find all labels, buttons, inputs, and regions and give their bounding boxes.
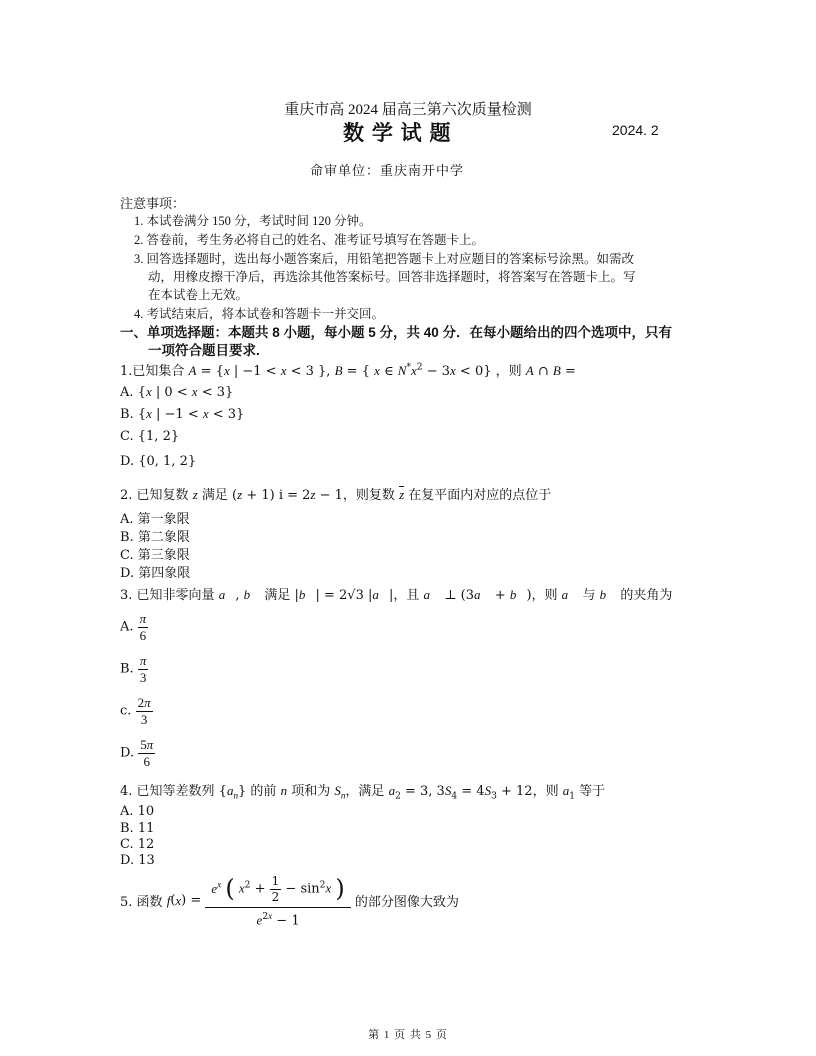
question-3: 3. 已知非零向量 a⃗, b⃗ 满足 |b⃗| = 2√3 |a⃗|，且 a⃗ ⊥ (3a⃗ + b⃗)，则 a⃗ 与 b⃗ 的夹角为 (120, 587, 673, 603)
option-d: D. 第四象限 (120, 566, 191, 581)
exam-title: 重庆市高 2024 届高三第六次质量检测 (284, 102, 532, 118)
page-footer: 第 1 页 共 5 页 (368, 1029, 448, 1041)
notice-item: 2. 答卷前，考生务必将自己的姓名、准考证号填写在答题卡上。 (134, 233, 485, 247)
setter-unit: 命审单位：重庆南开中学 (310, 163, 465, 178)
notice-item: 3. 回答选择题时，选出每小题答案后，用铅笔把答题卡上对应题目的答案标号涂黑。如需改 (134, 252, 635, 266)
question-1: 1.已知集合 A = {x | −1 < x < 3 }, B = { x ∈ $N^*x^2 - 3x < 0$} ，则 A ∩ B = (120, 362, 576, 379)
notice-item: 1. 本试卷满分 150 分，考试时间 120 分钟。 (134, 214, 372, 228)
option-a: A. {x | 0 < x < 3} (120, 384, 234, 400)
option-c: C. {1, 2} (120, 429, 180, 444)
option-b: B. 第二象限 (120, 530, 190, 545)
option-a: A. 10 (120, 804, 155, 819)
option-d: D. 13 (120, 853, 155, 868)
option-b: B. {x | −1 < x < 3} (120, 406, 245, 422)
option-b: B. 11 (120, 821, 155, 836)
option-a: A. $\frac{\pi}{6}$ (120, 611, 147, 643)
section-heading: 一、单项选择题：本题共 8 小题，每小题 5 分，共 40 分．在每小题给出的四个选项中，只有 (120, 325, 673, 340)
section-heading-cont: 一项符合题目要求. (148, 343, 260, 358)
notice-item: 4. 考试结束后，将本试卷和答题卡一并交回。 (134, 307, 385, 321)
option-a: A. 第一象限 (120, 512, 190, 527)
notice-item: 动，用橡皮擦干净后，再选涂其他答案标号。回答非选择题时，将答案写在答题卡上。写 (148, 270, 636, 284)
option-c: C. 12 (120, 837, 155, 852)
option-d: D. {0, 1, 2} (120, 454, 197, 469)
option-c: c. $\frac{2\pi}{3}$ (120, 695, 151, 727)
question-2: 2. 已知复数 z 满足 (z + 1) i = 2z − 1，则复数 $\overline{z}$ 在复平面内对应的点位于 (120, 487, 552, 503)
question-5: 5. 函数 f ( x ) = $e^x$ ( $x^2$ + $\frac{1}{2}$ − $\sin^2x$ ) $e^{2x} - 1$ 的部分图像大致为 (120, 874, 459, 929)
exam-date: 2024. 2 (612, 122, 659, 138)
question-4: 4. 已知等差数列 $\{a_n\}$ 的前 n 项和为 $S_n$，满足 $a_2 = 3$, $3S_4 = 4S_3 + 12$，则 $a_1$ 等于 (120, 783, 606, 802)
option-c: C. 第三象限 (120, 548, 190, 563)
notice-heading: 注意事项： (120, 196, 186, 211)
notice-item: 在本试卷上无效。 (148, 288, 249, 302)
subject-title: 数 学 试 题 (343, 122, 452, 145)
option-b: B. $\frac{\pi}{3}$ (120, 653, 147, 685)
option-d: D. $\frac{5\pi}{6}$ (120, 737, 154, 769)
